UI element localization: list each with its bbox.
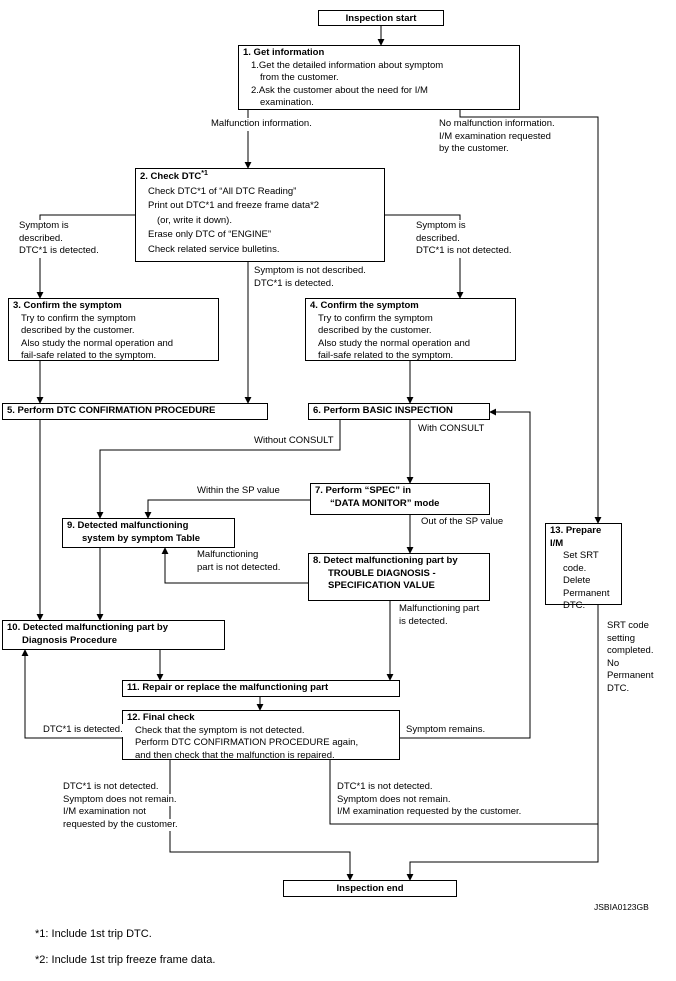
node-body: 1.Get the detailed information about symptom from the customer. 2.Ask the customer about the need for I/M examination. bbox=[251, 59, 444, 108]
footnote-2: *2: Include 1st trip freeze frame data. bbox=[35, 954, 216, 966]
flow-node-4-confirm-symptom bbox=[305, 298, 516, 361]
flow-node-9-symptom-table bbox=[62, 518, 235, 548]
node-title: 8. Detect malfunctioning part by TROUBLE DIAGNOSIS - SPECIFICATION VALUE bbox=[313, 555, 458, 591]
flow-node-1-get-information bbox=[238, 45, 520, 110]
edge-label-srt-code-completed: SRT code setting completed. No Permanent DTC. bbox=[607, 620, 654, 694]
edge-label-part-not-detected: Malfunctioning part is not detected. bbox=[197, 549, 281, 573]
edge-12-to-end-left bbox=[170, 760, 350, 880]
node-label: Inspection start bbox=[345, 13, 417, 24]
node-title: 13. Prepare I/M bbox=[550, 525, 602, 549]
node-title: 10. Detected malfunctioning part by Diagnosis Procedure bbox=[7, 622, 168, 646]
flow-node-13-prepare-im bbox=[545, 523, 622, 611]
node-body: Set SRT code. Delete Permanent DTC. bbox=[563, 550, 610, 611]
edge-13-to-end bbox=[410, 605, 598, 880]
node-label: Inspection end bbox=[336, 883, 404, 894]
node-title: 4. Confirm the symptom bbox=[310, 300, 419, 311]
flow-node-5-dtc-confirmation bbox=[2, 403, 268, 420]
flow-node-6-basic-inspection bbox=[308, 403, 490, 420]
flow-node-8-detect-part-specification bbox=[308, 553, 490, 601]
edge-label-dtc-detected: DTC*1 is detected. bbox=[43, 724, 123, 735]
flow-node-11-repair-replace bbox=[122, 680, 400, 697]
edge-label-out-of-sp-value: Out of the SP value bbox=[421, 516, 504, 527]
flow-node-inspection-start bbox=[318, 10, 444, 26]
edge-label-within-sp-value: Within the SP value bbox=[197, 485, 280, 496]
edge-label-with-consult: With CONSULT bbox=[418, 423, 485, 434]
node-title: 7. Perform “SPEC” in “DATA MONITOR” mode bbox=[315, 485, 440, 509]
footnote-1: *1: Include 1st trip DTC. bbox=[35, 928, 152, 940]
flow-node-7-spec-data-monitor bbox=[310, 483, 490, 515]
edge-label-no-malfunction-information: No malfunction information. I/M examination requested by the customer. bbox=[439, 118, 555, 154]
node-title: 11. Repair or replace the malfunctioning part bbox=[127, 682, 329, 693]
edge-label-without-consult: Without CONSULT bbox=[254, 435, 334, 446]
footnote-ref-icon: *1 bbox=[201, 169, 208, 177]
node-title: 1. Get information bbox=[243, 47, 325, 58]
node-title: 3. Confirm the symptom bbox=[13, 300, 122, 311]
flow-node-2-check-dtc bbox=[135, 168, 385, 262]
node-title: 6. Perform BASIC INSPECTION bbox=[313, 405, 453, 416]
edge-label-symptom-described-dtc-detected: Symptom is described. DTC*1 is detected. bbox=[19, 220, 99, 256]
flow-node-12-final-check bbox=[122, 710, 400, 760]
node-title: 12. Final check bbox=[127, 712, 195, 723]
edge-label-part-detected: Malfunctioning part is detected. bbox=[399, 603, 480, 627]
edge-label-end-im-not-requested: DTC*1 is not detected. Symptom does not remain. I/M examination not requested by the customer. bbox=[63, 781, 178, 830]
node-title: 5. Perform DTC CONFIRMATION PROCEDURE bbox=[7, 405, 216, 416]
node-body: Try to confirm the symptom described by the customer. Also study the normal operation and fail-safe related to the symptom. bbox=[318, 312, 471, 361]
edge-label-symptom-described-dtc-not-detected: Symptom is described. DTC*1 is not detected. bbox=[416, 220, 512, 256]
node-body: Check DTC*1 of “All DTC Reading” Print out DTC*1 and freeze frame data*2 (or, write it down). Erase only DTC of “ENGINE” Check related service bulletins. bbox=[148, 185, 320, 255]
node-title: 9. Detected malfunctioning system by symptom Table bbox=[67, 520, 201, 544]
node-body: Try to confirm the symptom described by the customer. Also study the normal operation and fail-safe related to the symptom. bbox=[21, 312, 174, 361]
figure-code: JSBIA0123GB bbox=[594, 902, 649, 912]
edge-label-malfunction-information: Malfunction information. bbox=[211, 118, 312, 129]
edge-7-to-9 bbox=[148, 500, 310, 518]
edge-label-symptom-not-described-dtc-detected: Symptom is not described. DTC*1 is detected. bbox=[254, 265, 366, 289]
node-body: Check that the symptom is not detected. Perform DTC CONFIRMATION PROCEDURE again, and then check that the malfunction is repaired. bbox=[135, 724, 359, 761]
flow-node-inspection-end bbox=[283, 880, 457, 897]
flow-node-10-diagnosis-procedure bbox=[2, 620, 225, 650]
edge-label-symptom-remains: Symptom remains. bbox=[406, 724, 486, 735]
node-title: 2. Check DTC$^{*1}$ bbox=[140, 169, 208, 182]
flow-node-3-confirm-symptom bbox=[8, 298, 219, 361]
edge-label-end-im-requested: DTC*1 is not detected. Symptom does not remain. I/M examination requested by the customer. bbox=[337, 781, 522, 817]
